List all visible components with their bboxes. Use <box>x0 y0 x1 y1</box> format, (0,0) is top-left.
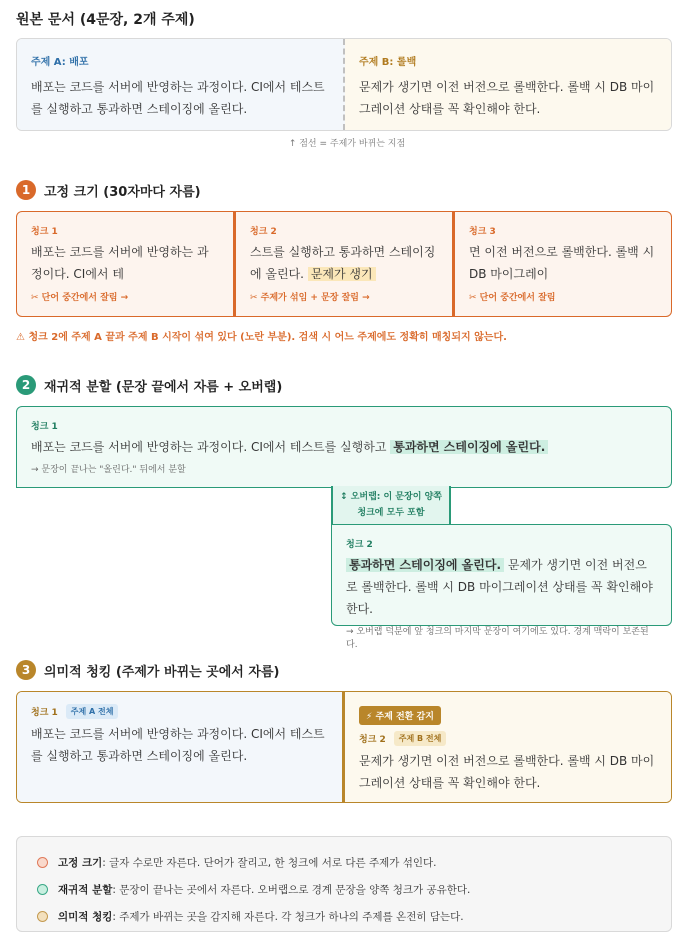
legend-dot <box>37 884 48 895</box>
legend-text <box>58 855 437 870</box>
semantic-section-title: 의미적 청킹 (주제가 바뀌는 곳에서 자름) <box>44 664 280 680</box>
topic-b-label: 주제 B: 롤백 <box>359 57 417 68</box>
chunk-text: 문제가 생기면 이전 버전으로 롤백한다. 롤백 시 DB 마이그레이션 상태를 꼭 확인해야 한다. <box>359 754 655 790</box>
legend-name: 재귀적 분할 <box>58 884 113 896</box>
topic-a-panel <box>17 39 345 130</box>
semantic-chunk-2 <box>345 692 671 802</box>
recursive-section-number: 2 <box>16 375 36 395</box>
fixed-section-header <box>16 180 201 200</box>
chunk-label: 청크 2 <box>250 227 277 237</box>
chunk-text-wrap <box>346 554 657 620</box>
chunk-label: 청크 1 <box>31 227 58 237</box>
legend <box>16 836 672 932</box>
chunk-text: 배포는 코드를 서버에 반영하는 과정이다. CI에서 테스트를 실행하고 통과하면 스테이징에 올린다. <box>31 727 325 763</box>
topic-a-text: 배포는 코드를 서버에 반영하는 과정이다. CI에서 테스트를 실행하고 통과하면 스테이징에 올린다. <box>31 80 325 116</box>
chunk-text: 배포는 코드를 서버에 반영하는 과정이다. CI에서 테스트를 실행하고 <box>31 440 391 454</box>
chunk-header <box>359 731 657 746</box>
fixed-warning: ⚠ 청크 2에 주제 A 끝과 주제 B 시작이 섞여 있다 (노란 부분). 검색 시 어느 주제에도 정확히 매칭되지 않는다. <box>16 332 507 343</box>
legend-dot <box>37 911 48 922</box>
chunk-label: 청크 2 <box>346 540 373 550</box>
chunk-text: 배포는 코드를 서버에 반영하는 과정이다. CI에서 테 <box>31 245 209 281</box>
mixed-topic-highlight: 문제가 생기 <box>308 267 376 281</box>
cut-note: ✂ 단어 중간에서 잘림 → <box>31 293 129 303</box>
chunk-text-wrap <box>250 241 438 285</box>
fixed-section-number: 1 <box>16 180 36 200</box>
chunk-label: 청크 2 <box>359 735 386 745</box>
legend-name: 고정 크기 <box>58 857 103 869</box>
recursive-section-header <box>16 375 282 395</box>
split-note: → 문장이 끝나는 "올린다." 뒤에서 분할 <box>31 465 186 475</box>
legend-item <box>37 876 651 903</box>
chunk-text: 문제가 생기면 이전 버전으로 롤백한다. 롤백 시 DB 마이그레이션 상태를 꼭 확인해야 한다. <box>346 558 653 616</box>
chunk-text-wrap <box>31 436 657 458</box>
topic-boundary-hint: ↑ 점선 = 주제가 바뀌는 지점 <box>288 139 406 149</box>
chunk-text: 면 이전 버전으로 롤백한다. 롤백 시 DB 마이그레이 <box>469 245 655 281</box>
topic-shift-badge: ⚡ 주제 전환 감지 <box>359 706 441 725</box>
topic-tag: 주제 A 전체 <box>66 704 119 719</box>
overlap-note: → 오버랩 덕분에 앞 청크의 마지막 문장이 여기에도 있다. 경계 맥락이 보존된다. <box>346 627 649 650</box>
semantic-section-header <box>16 660 279 680</box>
chunk-label: 청크 3 <box>469 227 496 237</box>
chunk-text: 스트를 실행하고 통과하면 스테이징에 올린다. <box>250 245 436 281</box>
original-document <box>16 38 672 131</box>
fixed-section-title: 고정 크기 (30자마다 자름) <box>44 184 201 200</box>
topic-b-panel <box>345 39 671 130</box>
fixed-chunks <box>16 211 672 317</box>
legend-name: 의미적 청킹 <box>58 911 113 923</box>
chunk-label: 청크 1 <box>31 708 58 718</box>
topic-tag: 주제 B 전체 <box>394 731 447 746</box>
topic-a-label: 주제 A: 배포 <box>31 57 89 68</box>
chunk-header <box>31 704 328 719</box>
legend-desc: : 글자 수로만 자른다. 단어가 잘리고, 한 청크에 서로 다른 주제가 섞인다. <box>102 857 437 869</box>
legend-item <box>37 849 651 876</box>
semantic-chunk-1 <box>17 692 345 802</box>
cut-note: ✂ 단어 중간에서 잘림 <box>469 293 556 303</box>
overlap-sentence: 통과하면 스테이징에 올린다. <box>390 440 548 454</box>
semantic-chunks <box>16 691 672 803</box>
topic-b-text: 문제가 생기면 이전 버전으로 롤백한다. 롤백 시 DB 마이그레이션 상태를 꼭 확인해야 한다. <box>359 80 655 116</box>
legend-text <box>58 909 464 924</box>
fixed-chunk-2 <box>233 212 452 316</box>
legend-item <box>37 903 651 930</box>
recursive-chunk-2 <box>331 524 672 650</box>
legend-text <box>58 882 470 897</box>
semantic-section-number: 3 <box>16 660 36 680</box>
overlap-sentence: 통과하면 스테이징에 올린다. <box>346 558 504 572</box>
fixed-chunk-3 <box>452 212 671 316</box>
legend-desc: : 문장이 끝나는 곳에서 자른다. 오버랩으로 경계 문장을 양쪽 청크가 공유한다. <box>112 884 471 896</box>
legend-desc: : 주제가 바뀌는 곳을 감지해 자른다. 각 청크가 하나의 주제를 온전히 담는다. <box>112 911 464 923</box>
chunk-label: 청크 1 <box>31 422 58 432</box>
overlap-indicator: ↕ 오버랩: 이 문장이 양쪽 청크에 모두 포함 <box>331 486 451 524</box>
legend-dot <box>37 857 48 868</box>
recursive-chunk-1 <box>16 406 672 488</box>
recursive-section-title: 재귀적 분할 (문장 끝에서 자름 + 오버랩) <box>44 379 283 395</box>
cut-note: ✂ 주제가 섞임 + 문장 잘림 → <box>250 293 370 303</box>
page-title: 원본 문서 (4문장, 2개 주제) <box>16 12 195 28</box>
fixed-chunk-1 <box>17 212 233 316</box>
